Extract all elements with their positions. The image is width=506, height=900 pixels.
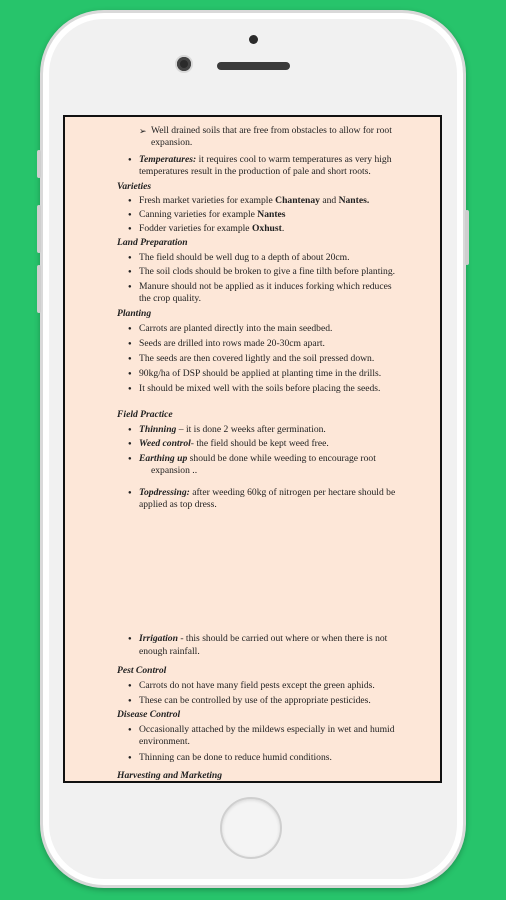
- list-item-continuation: [151, 137, 192, 150]
- list-item-text: The seeds are then covered lightly and the soil pressed down.: [139, 353, 375, 364]
- list-item: [139, 724, 395, 737]
- list-item-text: Seeds are drilled into rows made 20-30cm apart.: [139, 338, 325, 349]
- list-item-text: The soil clods should be broken to give a fine tilth before planting.: [139, 266, 396, 277]
- list-item: [139, 323, 332, 336]
- section-heading: Land Preparation: [117, 237, 188, 248]
- list-item: [151, 125, 392, 138]
- phone-volume-up-button: [37, 205, 41, 253]
- phone-power-button: [465, 210, 469, 265]
- list-item-text: It should be mixed well with the soils before placing the seeds.: [139, 383, 381, 394]
- variety-name: Oxhust: [251, 223, 282, 234]
- list-item-text: – it is done 2 weeks after germination.: [176, 424, 326, 435]
- list-item-text: after weeding 60kg of nitrogen per hectare should be: [189, 487, 396, 498]
- list-item-text: it requires cool to warm temperatures as very high: [196, 154, 392, 165]
- term-label: Thinning: [139, 424, 177, 435]
- list-item-text: Fodder varieties for example: [139, 223, 252, 234]
- list-item: [139, 368, 381, 381]
- front-camera-icon: [177, 57, 191, 71]
- term-label: Topdressing:: [139, 487, 190, 498]
- variety-name: Chantenay: [275, 195, 320, 206]
- list-item-text: applied as top dress.: [139, 499, 217, 510]
- list-item: [139, 424, 326, 437]
- variety-name: Nantes: [257, 209, 286, 220]
- list-item-text: 90kg/ha of DSP should be applied at planting time in the drills.: [139, 368, 382, 379]
- section-heading: Varieties: [117, 181, 152, 192]
- term-label: Weed control: [139, 438, 191, 449]
- home-button[interactable]: [220, 797, 282, 859]
- list-item: [139, 195, 369, 208]
- section-heading: Harvesting and Marketing: [117, 770, 223, 781]
- list-item-continuation: [151, 465, 197, 478]
- list-item-continuation: [139, 646, 200, 659]
- list-item-text: Carrots are planted directly into the main seedbed.: [139, 323, 333, 334]
- list-item: [139, 487, 395, 500]
- list-item-continuation: [139, 736, 190, 749]
- phone-volume-down-button: [37, 265, 41, 313]
- document-screen[interactable]: [63, 115, 442, 783]
- list-item-text: expansion ..: [151, 465, 198, 476]
- term-label: Irrigation: [139, 633, 178, 644]
- list-item-text: expansion.: [151, 137, 193, 148]
- list-item: [139, 453, 376, 466]
- list-item: [139, 680, 375, 693]
- list-item: [139, 154, 392, 167]
- list-item: [139, 338, 325, 351]
- list-item: [139, 438, 329, 451]
- list-item-text: - the field should be kept weed free.: [190, 438, 329, 449]
- list-item-text: temperatures result in the production of pale and short roots.: [139, 166, 371, 177]
- list-item: [139, 633, 387, 646]
- list-item: [139, 209, 286, 222]
- list-item-text: These can be controlled by use of the appropriate pesticides.: [139, 695, 371, 706]
- list-item: [139, 383, 380, 396]
- list-item-text: environment.: [139, 736, 190, 747]
- list-item-text: The field should be well dug to a depth of about 20cm.: [139, 252, 350, 263]
- list-item-text: Thinning can be done to reduce humid conditions.: [139, 752, 332, 763]
- list-item-text: Fresh market varieties for example: [139, 195, 276, 206]
- section-heading: Pest Control: [117, 665, 167, 676]
- list-item-text: and: [319, 195, 339, 206]
- list-item: [139, 353, 374, 366]
- list-item: [139, 281, 392, 294]
- list-item: [139, 252, 349, 265]
- list-item: [139, 223, 284, 236]
- list-item: [139, 695, 371, 708]
- list-item-text: enough rainfall.: [139, 646, 200, 657]
- section-heading: Planting: [117, 308, 152, 319]
- section-heading: Field Practice: [117, 409, 173, 420]
- list-item-continuation: [139, 166, 371, 179]
- term-label: Temperatures:: [139, 154, 197, 165]
- list-item-text: Well drained soils that are free from obstacles to allow for root: [151, 125, 392, 136]
- list-item-text: Carrots do not have many field pests except the green aphids.: [139, 680, 375, 691]
- list-item-continuation: [139, 293, 201, 306]
- earpiece-speaker: [217, 62, 290, 70]
- list-item-text: - this should be carried out where or when there is not: [177, 633, 388, 644]
- list-item: [139, 752, 332, 765]
- list-item: [139, 266, 395, 279]
- list-item-text: Canning varieties for example: [139, 209, 258, 220]
- list-item-text: Occasionally attached by the mildews especially in wet and humid: [139, 724, 395, 735]
- proximity-sensor-icon: [249, 35, 258, 44]
- list-item-text: should be done while weeding to encourage root: [187, 453, 376, 464]
- section-heading: Disease Control: [117, 709, 181, 720]
- list-item-text: the crop quality.: [139, 293, 201, 304]
- term-label: Earthing up: [139, 453, 188, 464]
- list-item-text: .: [281, 223, 285, 234]
- list-item-continuation: [139, 499, 217, 512]
- list-item-text: Manure should not be applied as it induces forking which reduces: [139, 281, 392, 292]
- variety-name: Nantes.: [338, 195, 370, 206]
- phone-side-button: [37, 150, 41, 178]
